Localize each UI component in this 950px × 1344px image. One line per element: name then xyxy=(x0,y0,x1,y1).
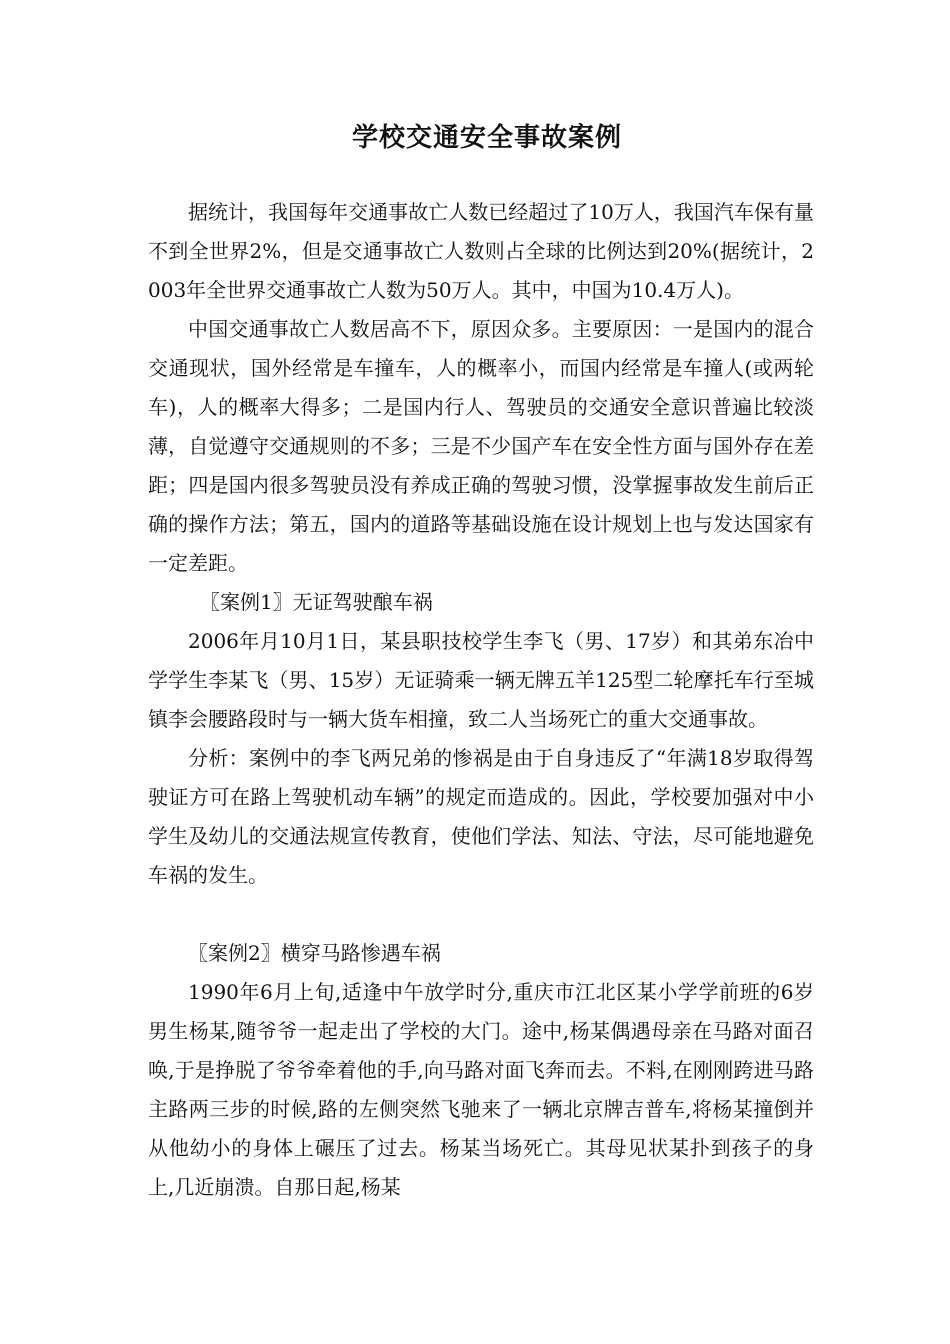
intro-paragraph-1: 据统计，我国每年交通事故亡人数已经超过了10万人，我国汽车保有量不到全世界2%，但是交通事故亡人数则占全球的比例达到20%(据统计，2003年全世界交通事故亡人数为50万人。其中，中国为10.4万人)。 xyxy=(148,200,814,302)
intro-paragraph-2: 中国交通事故亡人数居高不下，原因众多。主要原因：一是国内的混合交通现状，国外经常是车撞车，人的概率小，而国内经常是车撞人(或两轮车)，人的概率大得多；二是国内行人、驾驶员的交通安全意识普遍比较淡薄，自觉遵守交通规则的不多；三是不少国产车在安全性方面与国外存在差距；四是国内很多驾驶员没有养成正确的驾驶习惯，没掌握事故发生前后正确的操作方法；第五，国内的道路等基础设施在设计规划上也与发达国家有一定差距。 xyxy=(148,317,814,575)
document-title: 学校交通安全事故案例 xyxy=(351,123,622,153)
case1-heading: 〖案例1〗无证驾驶酿车祸 xyxy=(200,590,433,614)
case2-body: 1990年6月上旬,适逢中午放学时分,重庆市江北区某小学学前班的6岁男生杨某,随爷爷一起走出了学校的大门。途中,杨某偶遇母亲在马路对面召唤,于是挣脱了爷爷牵着他的手,向马路对面飞奔而去。不料,在刚刚跨进马路主路两三步的时候,路的左侧突然飞驰来了一辆北京牌吉普车,将杨某撞倒并从他幼小的身体上碾压了过去。杨某当场死亡。其母见状某扑到孩子的身上,几近崩溃。自那日起,杨某 xyxy=(148,980,814,1199)
case1-body: 2006年月10月1日，某县职技校学生李飞（男、17岁）和其弟东冶中学学生李某飞（男、15岁）无证骑乘一辆无牌五羊125型二轮摩托车行至城镇李会腰路段时与一辆大货车相撞，致二人当场死亡的重大交通事故。 xyxy=(148,629,814,731)
case2-heading: 〖案例2〗横穿马路惨遇车祸 xyxy=(188,941,441,965)
blank-line xyxy=(148,895,814,934)
case1-analysis: 分析：案例中的李飞两兄弟的惨祸是由于自身违反了“年满18岁取得驾驶证方可在路上驾驶机动车辆”的规定而造成的。因此，学校要加强对中小学生及幼儿的交通法规宣传教育，使他们学法、知法、守法，尽可能地避免车祸的发生。 xyxy=(148,746,814,887)
